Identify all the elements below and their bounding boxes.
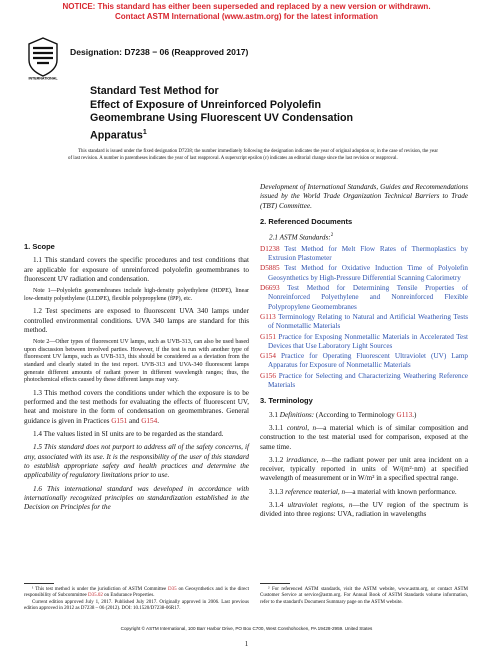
notice-line-2: Contact ASTM International (www.astm.org) for the latest information — [115, 11, 378, 21]
footnote-divider-left — [24, 583, 54, 584]
note-1: Note 1—Polyolefin geomembranes include high-density polyethylene (HDPE), linear low-density polyethylene (LLDPE), flexible polypropylene (fPP), etc. — [24, 288, 249, 302]
footnote-2-mark: 2 — [330, 233, 334, 239]
title-line-3: Geomembrane Using Fluorescent UV Condensation — [90, 112, 354, 124]
footnote-divider-right — [260, 583, 290, 584]
right-column — [260, 183, 468, 524]
paragraph-1-1: 1.1 This standard covers the specific procedures and test conditions that are applicable for exposure of unreinforced polyolefin geomembranes to fluorescent UV radiation and condensation. — [24, 256, 249, 283]
paragraph-3-1 — [260, 411, 468, 420]
title-apparatus: Apparatus — [90, 129, 143, 142]
t3-1-2-def: —the radiant power per unit area incident on a receiver, typically reported in units of W/(m²·nm) at specified wavelength of measurement or in W/m² in a specified spectral range. — [260, 455, 469, 483]
reference-title[interactable]: Test Method for Melt Flow Rates of Thermoplastics by Extrusion Plastometer — [268, 244, 468, 263]
link-subcommittee-d35-02[interactable]: D35.02 — [88, 593, 103, 599]
reference-title[interactable]: Terminology Relating to Natural and Artificial Weathering Tests of Nonmetallic Materials — [268, 312, 469, 331]
paragraph-3-1-4 — [260, 501, 468, 520]
footnote-1 — [24, 587, 249, 612]
t3-1-4-def: —the UV region of the spectrum is divided into three regions: UVA, radiation in wavelengths — [260, 501, 468, 519]
paragraph-1-3 — [24, 389, 249, 426]
t3-1-4-term: ultraviolet regions, n — [287, 501, 353, 509]
fn1-text-c: on Endurance Properties. — [102, 593, 155, 599]
reference-item[interactable] — [260, 284, 468, 312]
reference-number[interactable]: D6693 — [260, 284, 280, 293]
logo-text: INTERNATIONAL — [28, 76, 58, 80]
reference-item[interactable] — [260, 333, 468, 352]
footnote-1-edition: Current edition approved July 1, 2017. Published July 2017. Originally approved in 2006. Last previous edition approved in 2012 as D7238 – 06 (2012). DOI: 10.1520/D7238-06R17. — [24, 599, 249, 611]
page-number: 1 — [244, 640, 249, 648]
reference-item[interactable] — [260, 245, 468, 264]
reference-number[interactable]: D1238 — [260, 244, 280, 253]
fn1-text-a: ¹ This test method is under the jurisdiction of ASTM Committee — [32, 587, 169, 592]
footnote-1-jurisdiction — [24, 587, 249, 600]
note-2: Note 2—Other types of fluorescent UV lamps, such as UVB-313, can also be used based upon discussion between involved parties. However, if the test is run with another type of fluorescent UV lamps, such as UVB-313, this should be considered as a deviation from the standard and clearly stated in the test report. UVB-313 and UVA-340 fluorescent lamps generate different amounts of radiant power in different wavelength ranges; thus, the photochemical effects caused by these different lamps may vary. — [24, 339, 249, 384]
link-g151[interactable]: G151 — [111, 416, 128, 425]
reference-title[interactable]: Test Method for Oxidative Induction Time of Polyolefin Geosynthetics by High-Pressure Differential Scanning Calorimetry — [268, 264, 468, 282]
reference-number[interactable]: G154 — [260, 352, 276, 361]
footnote-2: ² For referenced ASTM standards, visit the ASTM website, www.astm.org, or contact ASTM Customer Service at service@astm.org. For Annual Book of ASTM Standards volume information, refer to the standard's Document Summary page on the ASTM website. — [260, 587, 468, 605]
link-committee-d35[interactable]: D35 — [168, 587, 177, 592]
astm-logo — [26, 36, 60, 80]
scope-heading: 1. Scope — [24, 242, 55, 251]
paragraph-1-5: 1.5 This standard does not purport to address all of the safety concerns, if any, associated with its use. It is the responsibility of the user of this standard to establish appropriate safety and health practices and determine the applicability of regulatory limitations prior to use. — [24, 443, 249, 480]
reference-item[interactable] — [260, 372, 468, 391]
reference-item[interactable] — [260, 264, 468, 283]
reference-item[interactable] — [260, 313, 468, 332]
astm-standards-label: 2.1 ASTM Standards: — [269, 233, 331, 242]
link-g113-terminology[interactable]: G113 — [396, 410, 413, 419]
reference-title[interactable]: Practice for Operating Fluorescent Ultraviolet (UV) Lamp Apparatus for Exposure of Nonmetallic Materials — [268, 352, 469, 370]
astm-standards-subheading — [260, 231, 468, 243]
paragraph-1-3-end: . — [157, 416, 159, 425]
t3-1-3-def: —a material with known performance. — [345, 487, 457, 496]
document-title — [90, 85, 450, 143]
t3-1-end: .) — [412, 410, 417, 419]
title-line-2: Effect of Exposure of Unreinforced Polyolefin — [90, 98, 321, 111]
paragraph-1-2: 1.2 Test specimens are exposed to fluorescent UVA 340 lamps under controlled environmental conditions. UVA 340 lamps are standard for this method. — [24, 307, 249, 334]
reference-number[interactable]: G151 — [260, 332, 276, 341]
paragraph-1-3-text: 1.3 This method covers the conditions under which the exposure is to be performed and the test methods for evaluating the effects of fluorescent UV, heat and moisture in the form of condensation on geomembranes. General guidance is given in Practices — [24, 388, 249, 425]
reference-number[interactable]: G113 — [260, 312, 276, 321]
t3-1-3-term: reference material, n — [285, 487, 346, 496]
t3-1-num: 3.1 — [269, 410, 280, 419]
t3-1-4-num: 3.1.4 — [269, 501, 288, 509]
reference-item[interactable] — [260, 352, 468, 371]
title-footnote-mark: 1 — [142, 128, 147, 136]
standard-issuance-note: This standard is issued under the fixed designation D7238; the number immediately following the designation indicates the year of original adoption or, in the case of revision, the year of last revision. A number in parentheses indicates the year of last reapproval. A superscript epsilon (ε) indicates an editorial change since the last revision or reapproval. — [68, 149, 438, 162]
reference-number[interactable]: G156 — [260, 371, 276, 380]
designation: Designation: D7238 − 06 (Reapproved 2017) — [70, 47, 249, 57]
paragraph-1-4: 1.4 The values listed in SI units are to be regarded as the standard. — [33, 430, 224, 439]
left-column — [24, 236, 249, 516]
paragraph-3-1-2 — [260, 456, 468, 484]
t3-1-3-num: 3.1.3 — [269, 487, 286, 496]
paragraph-1-6: 1.6 This international standard was developed in accordance with internationally recognized principles on standardization established in the Decision on Principles for the — [24, 484, 249, 512]
fn1-text-b: on Geosynthetics and is the direct responsibility of Subcommittee — [24, 587, 250, 599]
title-line-1: Standard Test Method for — [90, 85, 219, 97]
link-g154[interactable]: G154 — [141, 416, 158, 425]
t3-1-2-term: irradiance, n — [286, 455, 325, 464]
reference-list — [260, 245, 468, 390]
t3-1-label: Definitions: — [279, 410, 315, 419]
t3-1-1-num: 3.1.1 — [269, 423, 287, 432]
title-line-4 — [90, 126, 450, 143]
paragraph-3-1-1 — [260, 424, 468, 452]
t3-1-2-num: 3.1.2 — [269, 455, 287, 464]
withdrawal-notice — [0, 2, 493, 21]
reference-number[interactable]: D5885 — [260, 264, 280, 273]
reference-title[interactable]: Practice for Selecting and Characterizing Weathering Reference Materials — [268, 371, 468, 390]
reference-title[interactable]: Test Method for Determining Tensile Properties of Nonreinforced Polyethylene and Nonreinforced Flexible Polypropylene Geomembranes — [268, 284, 468, 311]
copyright-footer: Copyright © ASTM International, 100 Barr Harbor Drive, PO Box C700, West Conshohocken, PA 19428-2959. United States — [120, 626, 373, 631]
reference-title[interactable]: Practice for Exposing Nonmetallic Materials in Accelerated Test Devices that Use Laboratory Light Sources — [268, 332, 468, 350]
paragraph-3-1-3 — [260, 488, 468, 497]
t3-1-1-def: —a material which is of similar composition and construction to the test material used for comparison, exposed at the same time. — [260, 423, 469, 451]
t3-1-1-term: control, n — [286, 423, 317, 432]
t3-1-text: (According to Terminology — [314, 410, 397, 419]
paragraph-1-6-continued: Development of International Standards, Guides and Recommendations issued by the World Trade Organization Technical Barriers to Trade (TBT) Committee. — [260, 183, 468, 210]
paragraph-1-3-and: and — [127, 416, 142, 425]
referenced-documents-heading: 2. Referenced Documents — [260, 216, 353, 226]
terminology-heading: 3. Terminology — [260, 396, 313, 406]
notice-line-1: NOTICE: This standard has either been superseded and replaced by a new version or withdrawn. — [62, 2, 431, 11]
